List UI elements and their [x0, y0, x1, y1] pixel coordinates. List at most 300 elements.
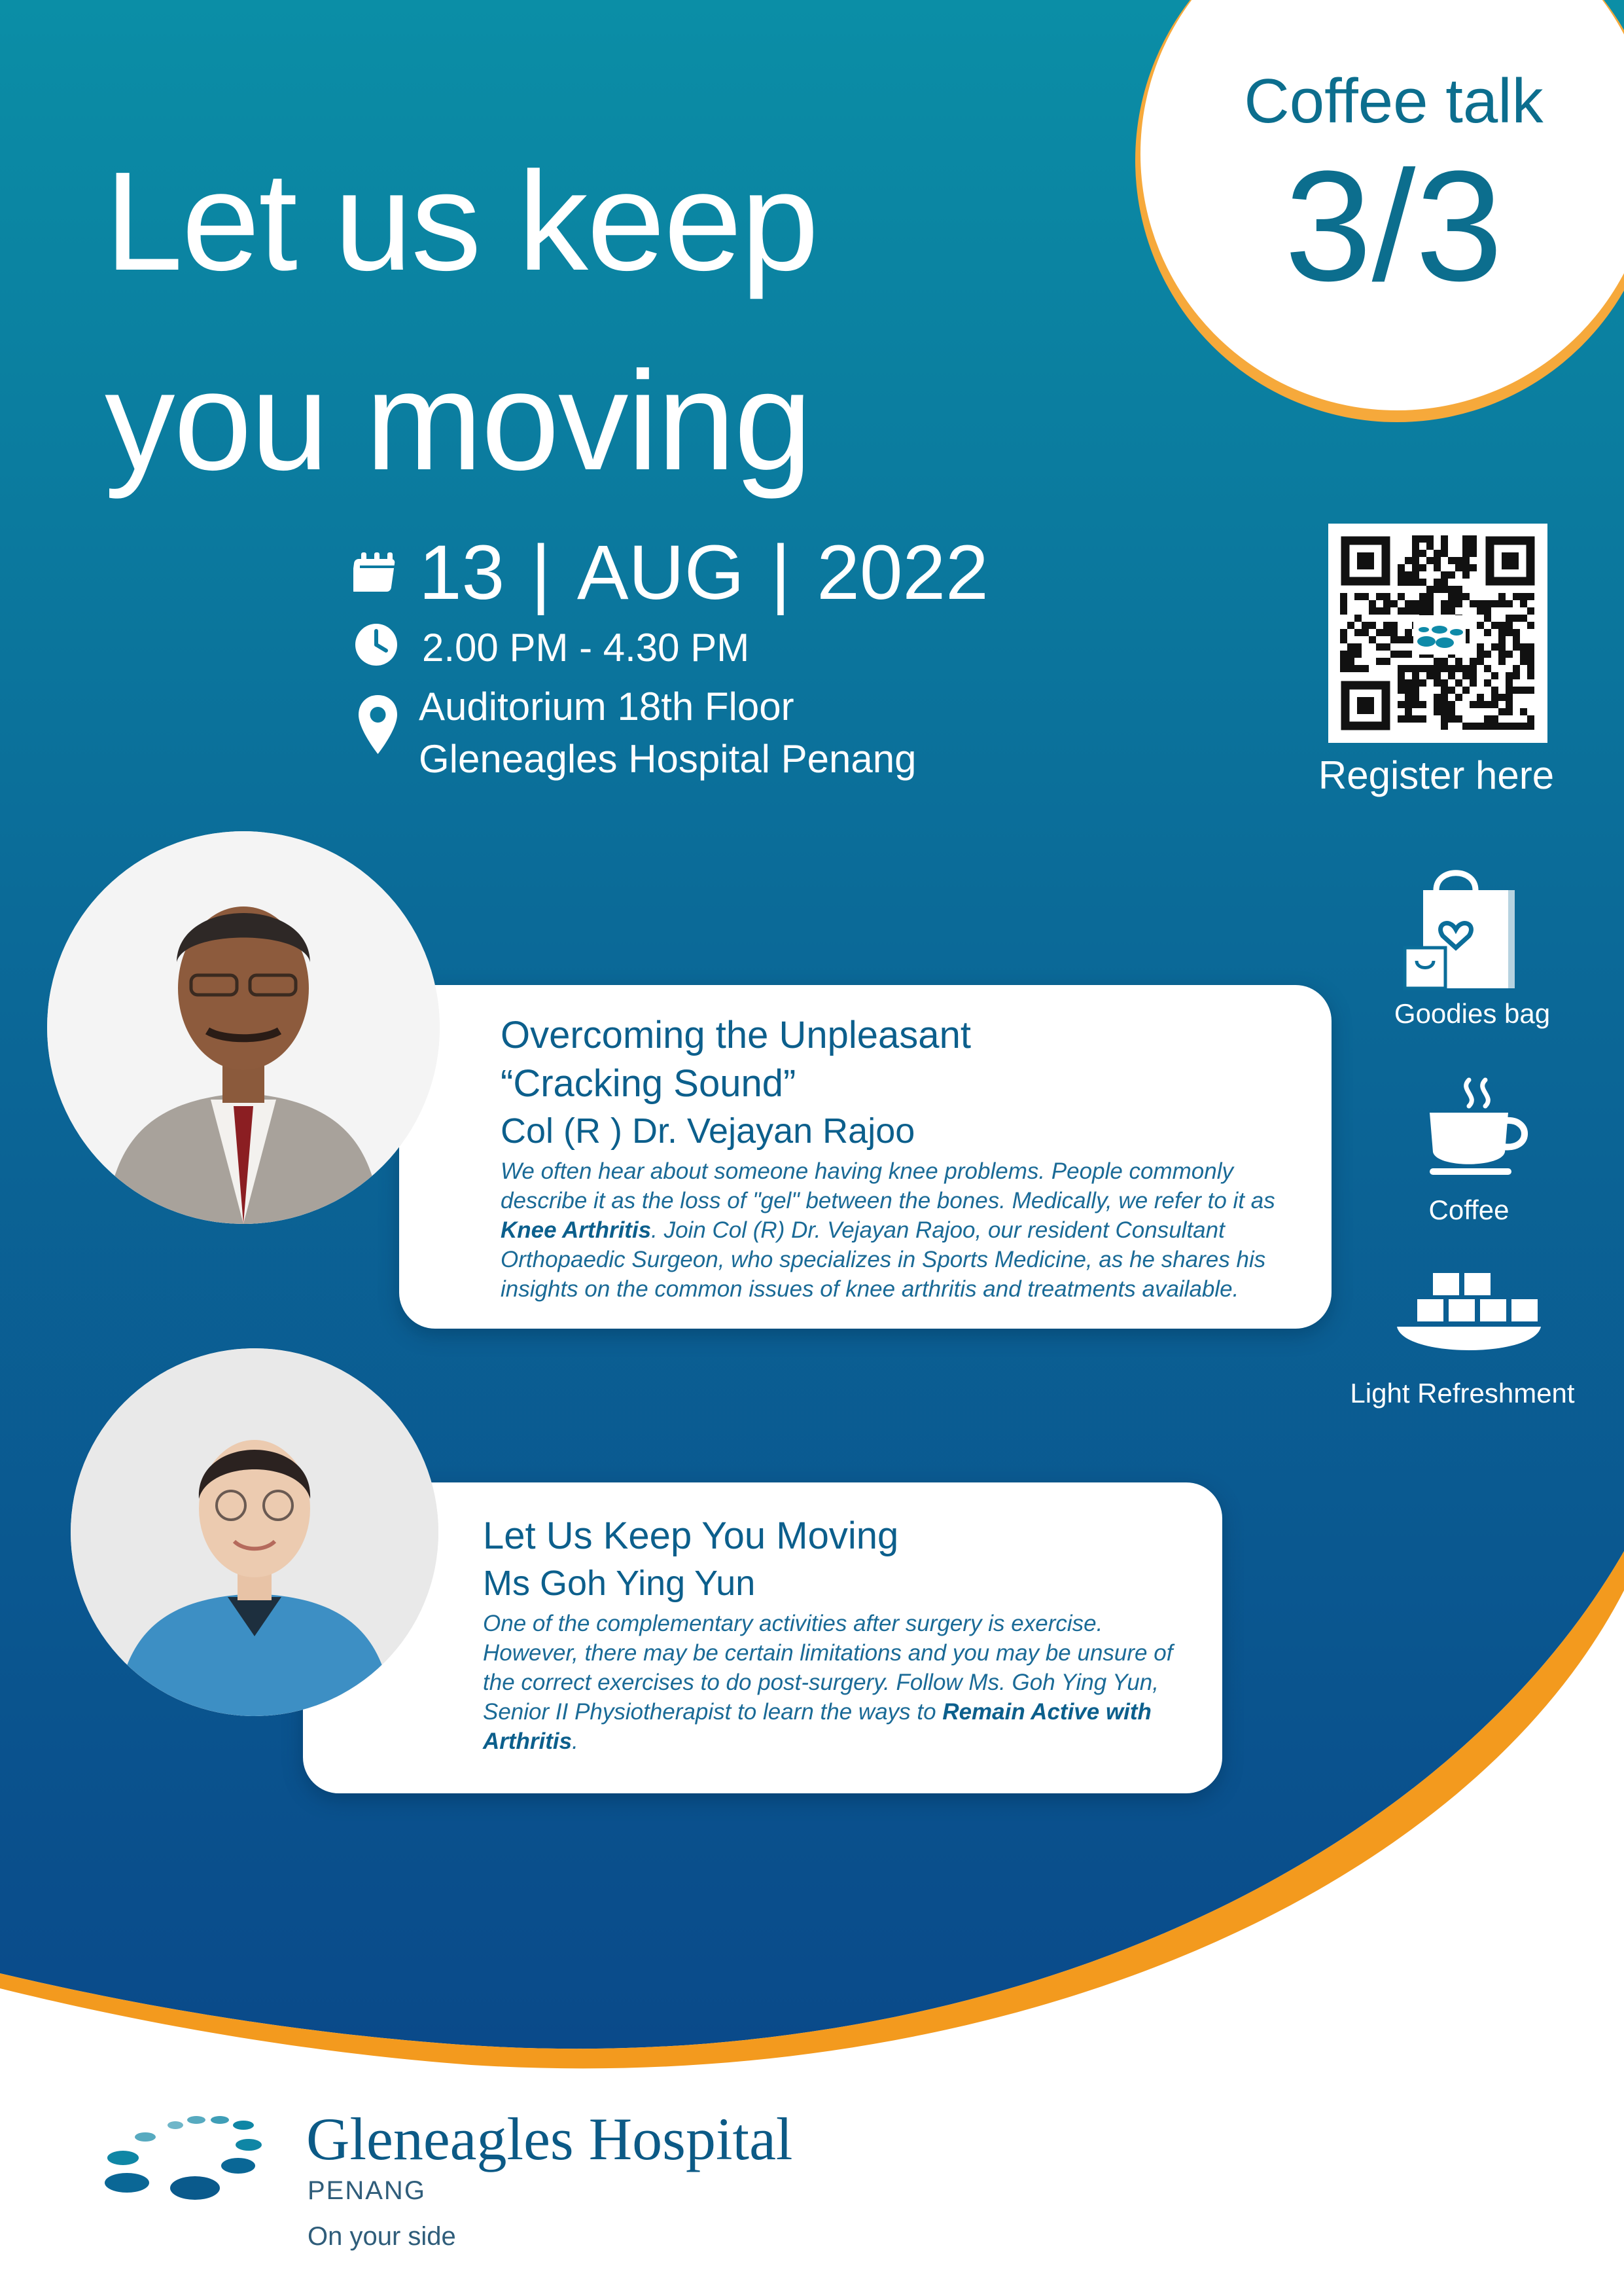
qr-module [1484, 651, 1491, 658]
qr-module [1412, 571, 1419, 579]
qr-module [1419, 607, 1426, 615]
qr-module [1470, 564, 1477, 571]
qr-module [1462, 543, 1470, 550]
qr-module [1441, 679, 1448, 687]
qr-module [1434, 658, 1441, 665]
qr-module [1491, 687, 1498, 694]
qr-module [1462, 557, 1470, 564]
talk-1-title-line-1: Overcoming the Unpleasant [501, 1014, 971, 1056]
qr-module [1405, 694, 1412, 701]
qr-module [1434, 665, 1441, 672]
qr-module [1441, 658, 1448, 665]
qr-module [1383, 622, 1390, 629]
qr-module [1405, 679, 1412, 687]
qr-module [1405, 708, 1412, 715]
qr-module [1376, 643, 1383, 651]
qr-module [1405, 665, 1412, 672]
qr-module [1405, 600, 1412, 607]
qr-module [1426, 543, 1434, 550]
qr-module [1426, 593, 1434, 600]
qr-module [1470, 672, 1477, 679]
qr-module [1405, 701, 1412, 708]
qr-module [1491, 622, 1498, 629]
qr-module [1362, 593, 1369, 600]
qr-module [1498, 723, 1506, 730]
qr-module [1506, 651, 1513, 658]
qr-module [1390, 622, 1398, 629]
qr-module [1520, 643, 1527, 651]
qr-module [1412, 607, 1419, 615]
perk-coffee-label: Coffee [1428, 1194, 1509, 1225]
qr-module [1412, 579, 1419, 586]
qr-module [1470, 535, 1477, 543]
event-date [353, 530, 989, 615]
qr-module [1340, 636, 1347, 643]
qr-module [1477, 622, 1484, 629]
qr-module [1527, 715, 1534, 723]
qr-module [1470, 658, 1477, 665]
qr-module [1448, 715, 1455, 723]
qr-module [1462, 687, 1470, 694]
qr-module [1412, 687, 1419, 694]
qr-module [1369, 600, 1376, 607]
qr-module [1484, 701, 1491, 708]
qr-module [1506, 629, 1513, 636]
event-month: AUG [576, 529, 745, 616]
speaker-1-photo [47, 831, 440, 1224]
qr-module [1462, 564, 1470, 571]
qr-module [1491, 672, 1498, 679]
qr-module [1455, 586, 1462, 593]
qr-module [1506, 694, 1513, 701]
qr-module [1498, 694, 1506, 701]
qr-module [1405, 715, 1412, 723]
qr-module [1506, 679, 1513, 687]
qr-module [1369, 607, 1376, 615]
footer-tagline: On your side [308, 2222, 456, 2251]
qr-module [1426, 672, 1434, 679]
qr-module [1513, 643, 1520, 651]
qr-module [1462, 665, 1470, 672]
qr-module [1441, 715, 1448, 723]
qr-module [1398, 571, 1405, 579]
qr-module [1462, 535, 1470, 543]
qr-module [1527, 622, 1534, 629]
qr-module [1462, 723, 1470, 730]
qr-module [1498, 636, 1506, 643]
qr-module [1383, 593, 1390, 600]
qr-module [1441, 665, 1448, 672]
qr-module [1477, 651, 1484, 658]
qr-module [1412, 672, 1419, 679]
qr-module [1434, 701, 1441, 708]
qr-module [1506, 708, 1513, 715]
qr-module [1506, 600, 1513, 607]
qr-module [1441, 600, 1448, 607]
qr-module [1398, 672, 1405, 679]
qr-module [1340, 658, 1347, 665]
qr-module [1448, 687, 1455, 694]
qr-module [1434, 679, 1441, 687]
gleneagles-logo-icon [98, 2111, 275, 2209]
location-pin-icon [357, 694, 399, 756]
qr-module [1441, 694, 1448, 701]
qr-module [1484, 600, 1491, 607]
qr-module [1419, 550, 1426, 557]
footer-city: PENANG [308, 2176, 426, 2205]
qr-module [1477, 658, 1484, 665]
qr-module [1376, 658, 1383, 665]
qr-module [1520, 600, 1527, 607]
qr-module [1527, 723, 1534, 730]
qr-module [1412, 701, 1419, 708]
qr-module [1513, 672, 1520, 679]
footer-hospital-name: Gleneagles Hospital [306, 2106, 793, 2172]
qr-module [1498, 651, 1506, 658]
qr-module [1527, 643, 1534, 651]
qr-module [1412, 694, 1419, 701]
qr-module [1513, 629, 1520, 636]
qr-module [1520, 687, 1527, 694]
qr-module [1398, 665, 1405, 672]
qr-module [1513, 665, 1520, 672]
qr-module [1491, 723, 1498, 730]
qr-module [1434, 694, 1441, 701]
qr-module [1513, 636, 1520, 643]
qr-module [1498, 622, 1506, 629]
qr-module [1498, 658, 1506, 665]
qr-module [1383, 643, 1390, 651]
hero-line-2: you moving [105, 342, 811, 499]
qr-module [1390, 636, 1398, 643]
qr-module [1426, 607, 1434, 615]
qr-module [1506, 687, 1513, 694]
qr-module [1455, 665, 1462, 672]
qr-module [1405, 651, 1412, 658]
qr-module [1383, 658, 1390, 665]
badge-label: Coffee talk [1244, 66, 1544, 136]
qr-module [1405, 607, 1412, 615]
qr-module [1340, 651, 1347, 658]
qr-module [1527, 665, 1534, 672]
qr-module [1426, 586, 1434, 593]
qr-module [1470, 600, 1477, 607]
qr-module [1462, 593, 1470, 600]
qr-module [1448, 600, 1455, 607]
qr-module [1484, 723, 1491, 730]
qr-module [1441, 708, 1448, 715]
qr-module [1491, 643, 1498, 651]
qr-module [1506, 701, 1513, 708]
qr-module [1441, 607, 1448, 615]
qr-module [1441, 586, 1448, 593]
qr-module [1477, 694, 1484, 701]
qr-module [1455, 600, 1462, 607]
qr-module [1398, 636, 1405, 643]
qr-module [1513, 723, 1520, 730]
qr-module [1412, 535, 1419, 543]
qr-module [1441, 543, 1448, 550]
qr-module [1434, 579, 1441, 586]
qr-module [1455, 715, 1462, 723]
qr-module [1513, 615, 1520, 622]
qr-module [1412, 679, 1419, 687]
qr-module [1354, 615, 1362, 622]
perk-goodies-label: Goodies bag [1394, 998, 1551, 1029]
qr-module [1398, 715, 1405, 723]
qr-module [1448, 557, 1455, 564]
qr-module [1405, 557, 1412, 564]
qr-module [1448, 607, 1455, 615]
qr-module [1354, 643, 1362, 651]
qr-module [1434, 708, 1441, 715]
qr-module [1369, 622, 1376, 629]
qr-module [1441, 535, 1448, 543]
qr-module [1419, 701, 1426, 708]
qr-module [1491, 600, 1498, 607]
qr-module [1462, 571, 1470, 579]
qr-module [1369, 636, 1376, 643]
qr-module [1506, 622, 1513, 629]
qr-module [1362, 629, 1369, 636]
qr-module [1434, 557, 1441, 564]
qr-module [1477, 600, 1484, 607]
qr-module [1455, 557, 1462, 564]
qr-module [1477, 607, 1484, 615]
qr-module [1376, 593, 1383, 600]
qr-module [1398, 607, 1405, 615]
event-venue-line-2: Gleneagles Hospital Penang [419, 737, 917, 781]
qr-module [1398, 679, 1405, 687]
clock-icon [353, 622, 399, 668]
qr-module [1455, 694, 1462, 701]
qr-module [1520, 723, 1527, 730]
qr-module [1340, 593, 1347, 600]
qr-module [1506, 615, 1513, 622]
qr-module [1506, 723, 1513, 730]
qr-module [1498, 593, 1506, 600]
qr-module [1448, 571, 1455, 579]
talk-1-speaker: Col (R ) Dr. Vejayan Rajoo [501, 1111, 915, 1151]
qr-module [1434, 564, 1441, 571]
speaker-2-portrait [71, 1348, 438, 1716]
qr-module [1419, 579, 1426, 586]
qr-module [1470, 723, 1477, 730]
qr-module [1376, 629, 1383, 636]
qr-module [1520, 651, 1527, 658]
qr-module [1477, 701, 1484, 708]
talk-card-1 [399, 985, 1332, 1329]
qr-module [1362, 665, 1369, 672]
coffee-cup-icon [1423, 1073, 1534, 1178]
qr-module [1405, 629, 1412, 636]
qr-module [1426, 535, 1434, 543]
hero-title [105, 121, 818, 520]
qr-module [1419, 535, 1426, 543]
talk-card-2 [303, 1482, 1222, 1793]
qr-module [1405, 687, 1412, 694]
qr-module [1470, 543, 1477, 550]
qr-module [1419, 600, 1426, 607]
qr-module [1520, 615, 1527, 622]
qr-module [1470, 550, 1477, 557]
talk-1-title-line-2: “Cracking Sound” [501, 1062, 796, 1105]
speaker-2-photo [71, 1348, 438, 1716]
qr-module [1491, 715, 1498, 723]
qr-module [1347, 651, 1354, 658]
qr-module [1484, 665, 1491, 672]
qr-module [1498, 643, 1506, 651]
speaker-1-portrait [47, 831, 440, 1224]
qr-module [1498, 629, 1506, 636]
qr-module [1383, 607, 1390, 615]
qr-module [1441, 687, 1448, 694]
qr-module [1347, 622, 1354, 629]
qr-module [1484, 615, 1491, 622]
qr-module [1527, 607, 1534, 615]
qr-module [1448, 593, 1455, 600]
qr-module [1412, 557, 1419, 564]
qr-module [1462, 672, 1470, 679]
qr-module [1398, 687, 1405, 694]
qr-module [1434, 550, 1441, 557]
qr-module [1405, 579, 1412, 586]
qr-module [1412, 550, 1419, 557]
qr-module [1498, 600, 1506, 607]
qr-module [1419, 593, 1426, 600]
register-label: Register here [1318, 753, 1555, 797]
qr-module [1520, 708, 1527, 715]
qr-module [1390, 651, 1398, 658]
badge-number: 3/3 [1284, 138, 1503, 314]
qr-module [1340, 665, 1347, 672]
qr-module [1340, 607, 1347, 615]
qr-module [1448, 672, 1455, 679]
qr-module [1412, 665, 1419, 672]
hero-line-1: Let us keep [105, 142, 818, 300]
qr-module [1376, 607, 1383, 615]
qr-module [1520, 593, 1527, 600]
event-venue-line-1: Auditorium 18th Floor [419, 685, 794, 728]
event-time: 2.00 PM - 4.30 PM [422, 626, 750, 670]
qr-module [1527, 687, 1534, 694]
qr-module [1383, 600, 1390, 607]
qr-module [1434, 586, 1441, 593]
qr-module [1412, 543, 1419, 550]
qr-module [1419, 715, 1426, 723]
qr-module [1390, 629, 1398, 636]
qr-module [1412, 564, 1419, 571]
qr-module [1405, 571, 1412, 579]
register-qr-code[interactable] [1328, 524, 1547, 743]
calendar-icon [353, 550, 399, 596]
qr-module [1470, 665, 1477, 672]
qr-module [1347, 665, 1354, 672]
qr-module [1448, 708, 1455, 715]
talk-2-description: One of the complementary activities after surgery is exercise. However, there may be certain limitations and you may be unsure of the correct exercises to do post-surgery. Follow Ms. Goh Ying Yun, Senior II Physiotherapist to learn the ways to Remain Active with Arthritis. [483, 1611, 1173, 1754]
qr-module [1484, 629, 1491, 636]
qr-module [1484, 679, 1491, 687]
event-year: 2022 [817, 529, 989, 616]
qr-module [1354, 651, 1362, 658]
qr-module [1441, 701, 1448, 708]
qr-module [1441, 723, 1448, 730]
qr-module [1477, 643, 1484, 651]
qr-module [1412, 600, 1419, 607]
qr-module [1441, 579, 1448, 586]
qr-module [1527, 672, 1534, 679]
qr-module [1354, 629, 1362, 636]
qr-module [1491, 701, 1498, 708]
event-day: 13 [419, 529, 505, 616]
qr-module [1398, 651, 1405, 658]
qr-module [1441, 550, 1448, 557]
qr-module [1398, 579, 1405, 586]
shopping-bag-icon [1397, 864, 1534, 995]
qr-module [1390, 600, 1398, 607]
qr-module [1455, 658, 1462, 665]
date-divider: | [531, 529, 551, 616]
qr-module [1448, 701, 1455, 708]
qr-module [1340, 600, 1347, 607]
qr-module [1398, 593, 1405, 600]
qr-module [1347, 643, 1354, 651]
qr-module [1354, 665, 1362, 672]
qr-module [1347, 658, 1354, 665]
qr-module [1527, 593, 1534, 600]
qr-module [1419, 564, 1426, 571]
qr-module [1513, 593, 1520, 600]
qr-module [1441, 571, 1448, 579]
qr-module [1470, 701, 1477, 708]
qr-module [1448, 586, 1455, 593]
refreshment-tray-icon [1394, 1273, 1544, 1365]
qr-module [1513, 687, 1520, 694]
qr-module [1362, 622, 1369, 629]
qr-module [1484, 715, 1491, 723]
qr-module [1498, 708, 1506, 715]
qr-module [1419, 665, 1426, 672]
date-divider: | [770, 529, 791, 616]
qr-module [1448, 665, 1455, 672]
qr-module [1354, 593, 1362, 600]
qr-module [1491, 694, 1498, 701]
qr-module [1455, 679, 1462, 687]
qr-module [1398, 564, 1405, 571]
qr-module [1426, 600, 1434, 607]
qr-module [1383, 629, 1390, 636]
qr-module [1455, 593, 1462, 600]
qr-module [1412, 715, 1419, 723]
qr-module [1426, 557, 1434, 564]
perk-refreshment-label: Light Refreshment [1350, 1378, 1575, 1408]
qr-module [1405, 636, 1412, 643]
qr-module [1398, 701, 1405, 708]
qr-module [1477, 723, 1484, 730]
talk-2-speaker: Ms Goh Ying Yun [483, 1564, 756, 1603]
talk-1-description: We often hear about someone having knee problems. People commonly describe it as the loss of "gel" between the bones. Medically, we refer to it as Knee Arthritis. Join Col (R) Dr. Vejayan Rajoo, our resident Consultant Orthopaedic Surgeon, who specializes in Sports Medicine, as he shares his insights on the common issues of knee arthritis and treatments available. [501, 1158, 1275, 1302]
qr-module [1506, 672, 1513, 679]
qr-module [1434, 672, 1441, 679]
qr-module [1340, 629, 1347, 636]
qr-module [1470, 679, 1477, 687]
talk-2-title: Let Us Keep You Moving [483, 1515, 899, 1557]
qr-module [1419, 679, 1426, 687]
qr-module [1527, 658, 1534, 665]
qr-module [1520, 658, 1527, 665]
qr-module [1462, 550, 1470, 557]
qr-module [1527, 651, 1534, 658]
